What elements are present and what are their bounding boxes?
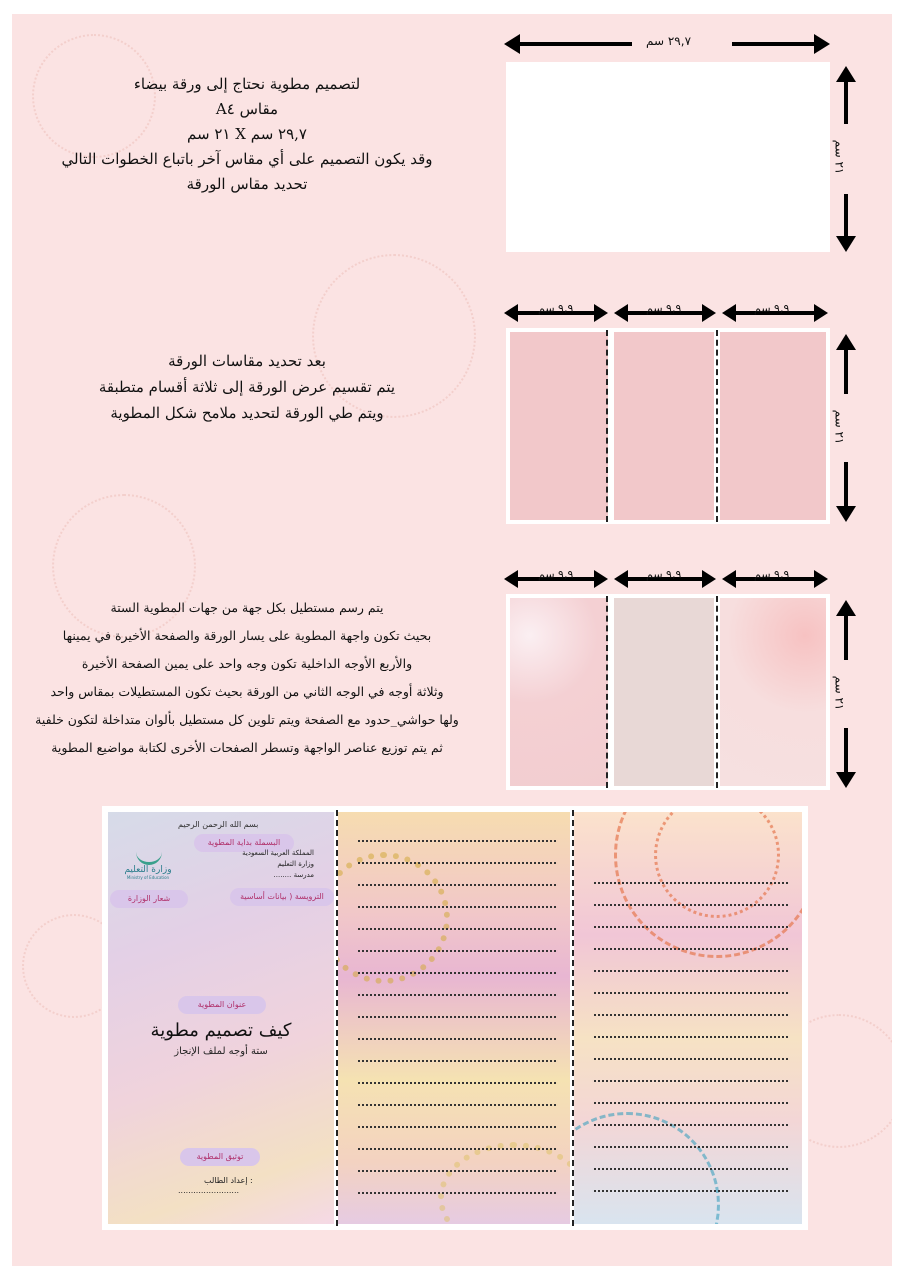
section3-line: والأربع الأوجه الداخلية تكون وجه واحد على يمين الصفحة الأخيرة	[81, 656, 413, 671]
writing-line	[358, 1126, 556, 1128]
ministry-logo-text: وزارة التعليم	[124, 865, 172, 875]
section1-line: وقد يكون التصميم على أي مقاس آخر باتباع الخطوات التالي	[61, 150, 433, 168]
fold-line	[716, 330, 718, 522]
fold-line	[716, 596, 718, 788]
section2-text	[12, 348, 482, 426]
writing-line	[594, 904, 788, 906]
writing-line	[594, 882, 788, 884]
basmala-text: بسم الله الرحمن الرحيم	[178, 820, 259, 829]
section3-line: ثم يتم توزيع عناصر الواجهة وتسطر الصفحات الأخرى لكتابة مواضيع المطوية	[51, 740, 443, 755]
writing-line	[358, 1038, 556, 1040]
ministry-logo-subtext: Ministry of Education	[126, 875, 170, 880]
writing-line	[358, 950, 556, 952]
writing-line	[358, 972, 556, 974]
section2-line: ويتم طي الورقة لتحديد ملامح شكل المطوية	[110, 404, 384, 422]
ministry-logo-bubble: شعار الوزارة	[110, 890, 188, 908]
section3-line: يتم رسم مستطيل بكل جهة من جهات المطوية الستة	[110, 600, 384, 615]
column-label: ٩,٩ سم	[538, 302, 574, 315]
writing-line	[358, 1148, 556, 1150]
brochure-cover	[108, 812, 334, 1224]
sign-bubble: توثيق المطوية	[180, 1148, 260, 1166]
section2-line: يتم تقسيم عرض الورقة إلى ثلاثة أقسام متطبقة	[98, 378, 396, 396]
brochure-back-panel	[574, 812, 802, 1224]
brochure-subtitle: ستة أوجه لملف الإنجاز	[174, 1046, 268, 1057]
header-line: وزارة التعليم	[277, 860, 314, 868]
writing-line	[594, 948, 788, 950]
header-bubble: الترويسة ( بيانات أساسية	[230, 888, 334, 906]
writing-line	[358, 1016, 556, 1018]
writing-line	[358, 1192, 556, 1194]
section1-line: مقاس A٤	[215, 100, 279, 118]
writing-line	[594, 1146, 788, 1148]
fold-line	[336, 810, 338, 1226]
section1-line: تحديد مقاس الورقة	[186, 175, 308, 193]
page-background	[12, 14, 892, 1266]
writing-line	[358, 906, 556, 908]
fold-panel	[614, 332, 714, 520]
writing-line	[358, 1170, 556, 1172]
writing-line	[594, 1102, 788, 1104]
writing-line	[358, 1104, 556, 1106]
colored-panel	[614, 598, 714, 786]
header-line: مدرسة ........	[273, 871, 314, 879]
basmala-bubble: البسملة بداية المطوية	[194, 834, 294, 852]
colored-panel	[510, 598, 608, 786]
colored-panel	[720, 598, 826, 786]
section1-line: لتصميم مطوية نحتاج إلى ورقة بيضاء	[133, 75, 361, 93]
writing-line	[594, 992, 788, 994]
section3-line: ولها حواشي_حدود مع الصفحة ويتم تلوين كل مستطيل بألوان متداخلة لتكون خلفية	[35, 712, 459, 727]
gold-ornament-decoration	[338, 852, 450, 984]
writing-line	[594, 1080, 788, 1082]
column-label: ٩,٩ سم	[538, 568, 574, 581]
brochure-inner-panel	[338, 812, 570, 1224]
prepared-dots: ........................	[178, 1186, 240, 1195]
writing-line	[358, 1060, 556, 1062]
writing-line	[358, 1082, 556, 1084]
section3-text	[12, 594, 482, 762]
column-label: ٩,٩ سم	[754, 302, 790, 315]
height-label: ٢١ سم	[832, 675, 847, 711]
ministry-logo-icon	[136, 848, 162, 865]
gold-ornament-decoration	[438, 1142, 570, 1224]
column-label: ٩,٩ سم	[646, 568, 682, 581]
fold-line	[572, 810, 574, 1226]
column-label: ٩,٩ سم	[754, 568, 790, 581]
column-label: ٩,٩ سم	[646, 302, 682, 315]
writing-line	[594, 1190, 788, 1192]
width-label: ٢٩,٧ سم	[646, 34, 692, 48]
brochure-title: كيف تصميم مطوية	[150, 1020, 292, 1041]
writing-line	[358, 884, 556, 886]
section3-line: وثلاثة أوجه في الوجه الثاني من الورقة بحيث تكون المستطيلات بمقاس واحد	[50, 684, 444, 699]
writing-line	[594, 926, 788, 928]
height-label: ٢١ سم	[832, 409, 847, 445]
writing-line	[594, 1036, 788, 1038]
writing-line	[594, 1124, 788, 1126]
prepared-by: إعداد الطالب :	[204, 1176, 253, 1185]
ministry-logo	[116, 848, 180, 880]
writing-line	[358, 840, 556, 842]
writing-line	[594, 1058, 788, 1060]
fold-panel	[720, 332, 826, 520]
writing-line	[594, 970, 788, 972]
writing-line	[594, 1014, 788, 1016]
writing-line	[358, 928, 556, 930]
header-line: المملكة العربية السعودية	[242, 849, 314, 857]
fold-line	[606, 596, 608, 788]
writing-line	[594, 1168, 788, 1170]
section1-text	[12, 72, 482, 197]
height-label: ٢١ سم	[832, 139, 847, 175]
title-bubble: عنوان المطوية	[178, 996, 266, 1014]
writing-line	[358, 994, 556, 996]
writing-line	[358, 862, 556, 864]
section3-line: بحيث تكون واجهة المطوية على يسار الورقة والصفحة الأخيرة في يمينها	[62, 628, 432, 643]
section1-line: ٢٩,٧ سم X ٢١ سم	[187, 125, 307, 143]
header-block	[242, 848, 314, 881]
a4-sheet	[506, 62, 830, 252]
section2-line: بعد تحديد مقاسات الورقة	[168, 352, 326, 370]
fold-line	[606, 330, 608, 522]
fold-panel	[510, 332, 608, 520]
